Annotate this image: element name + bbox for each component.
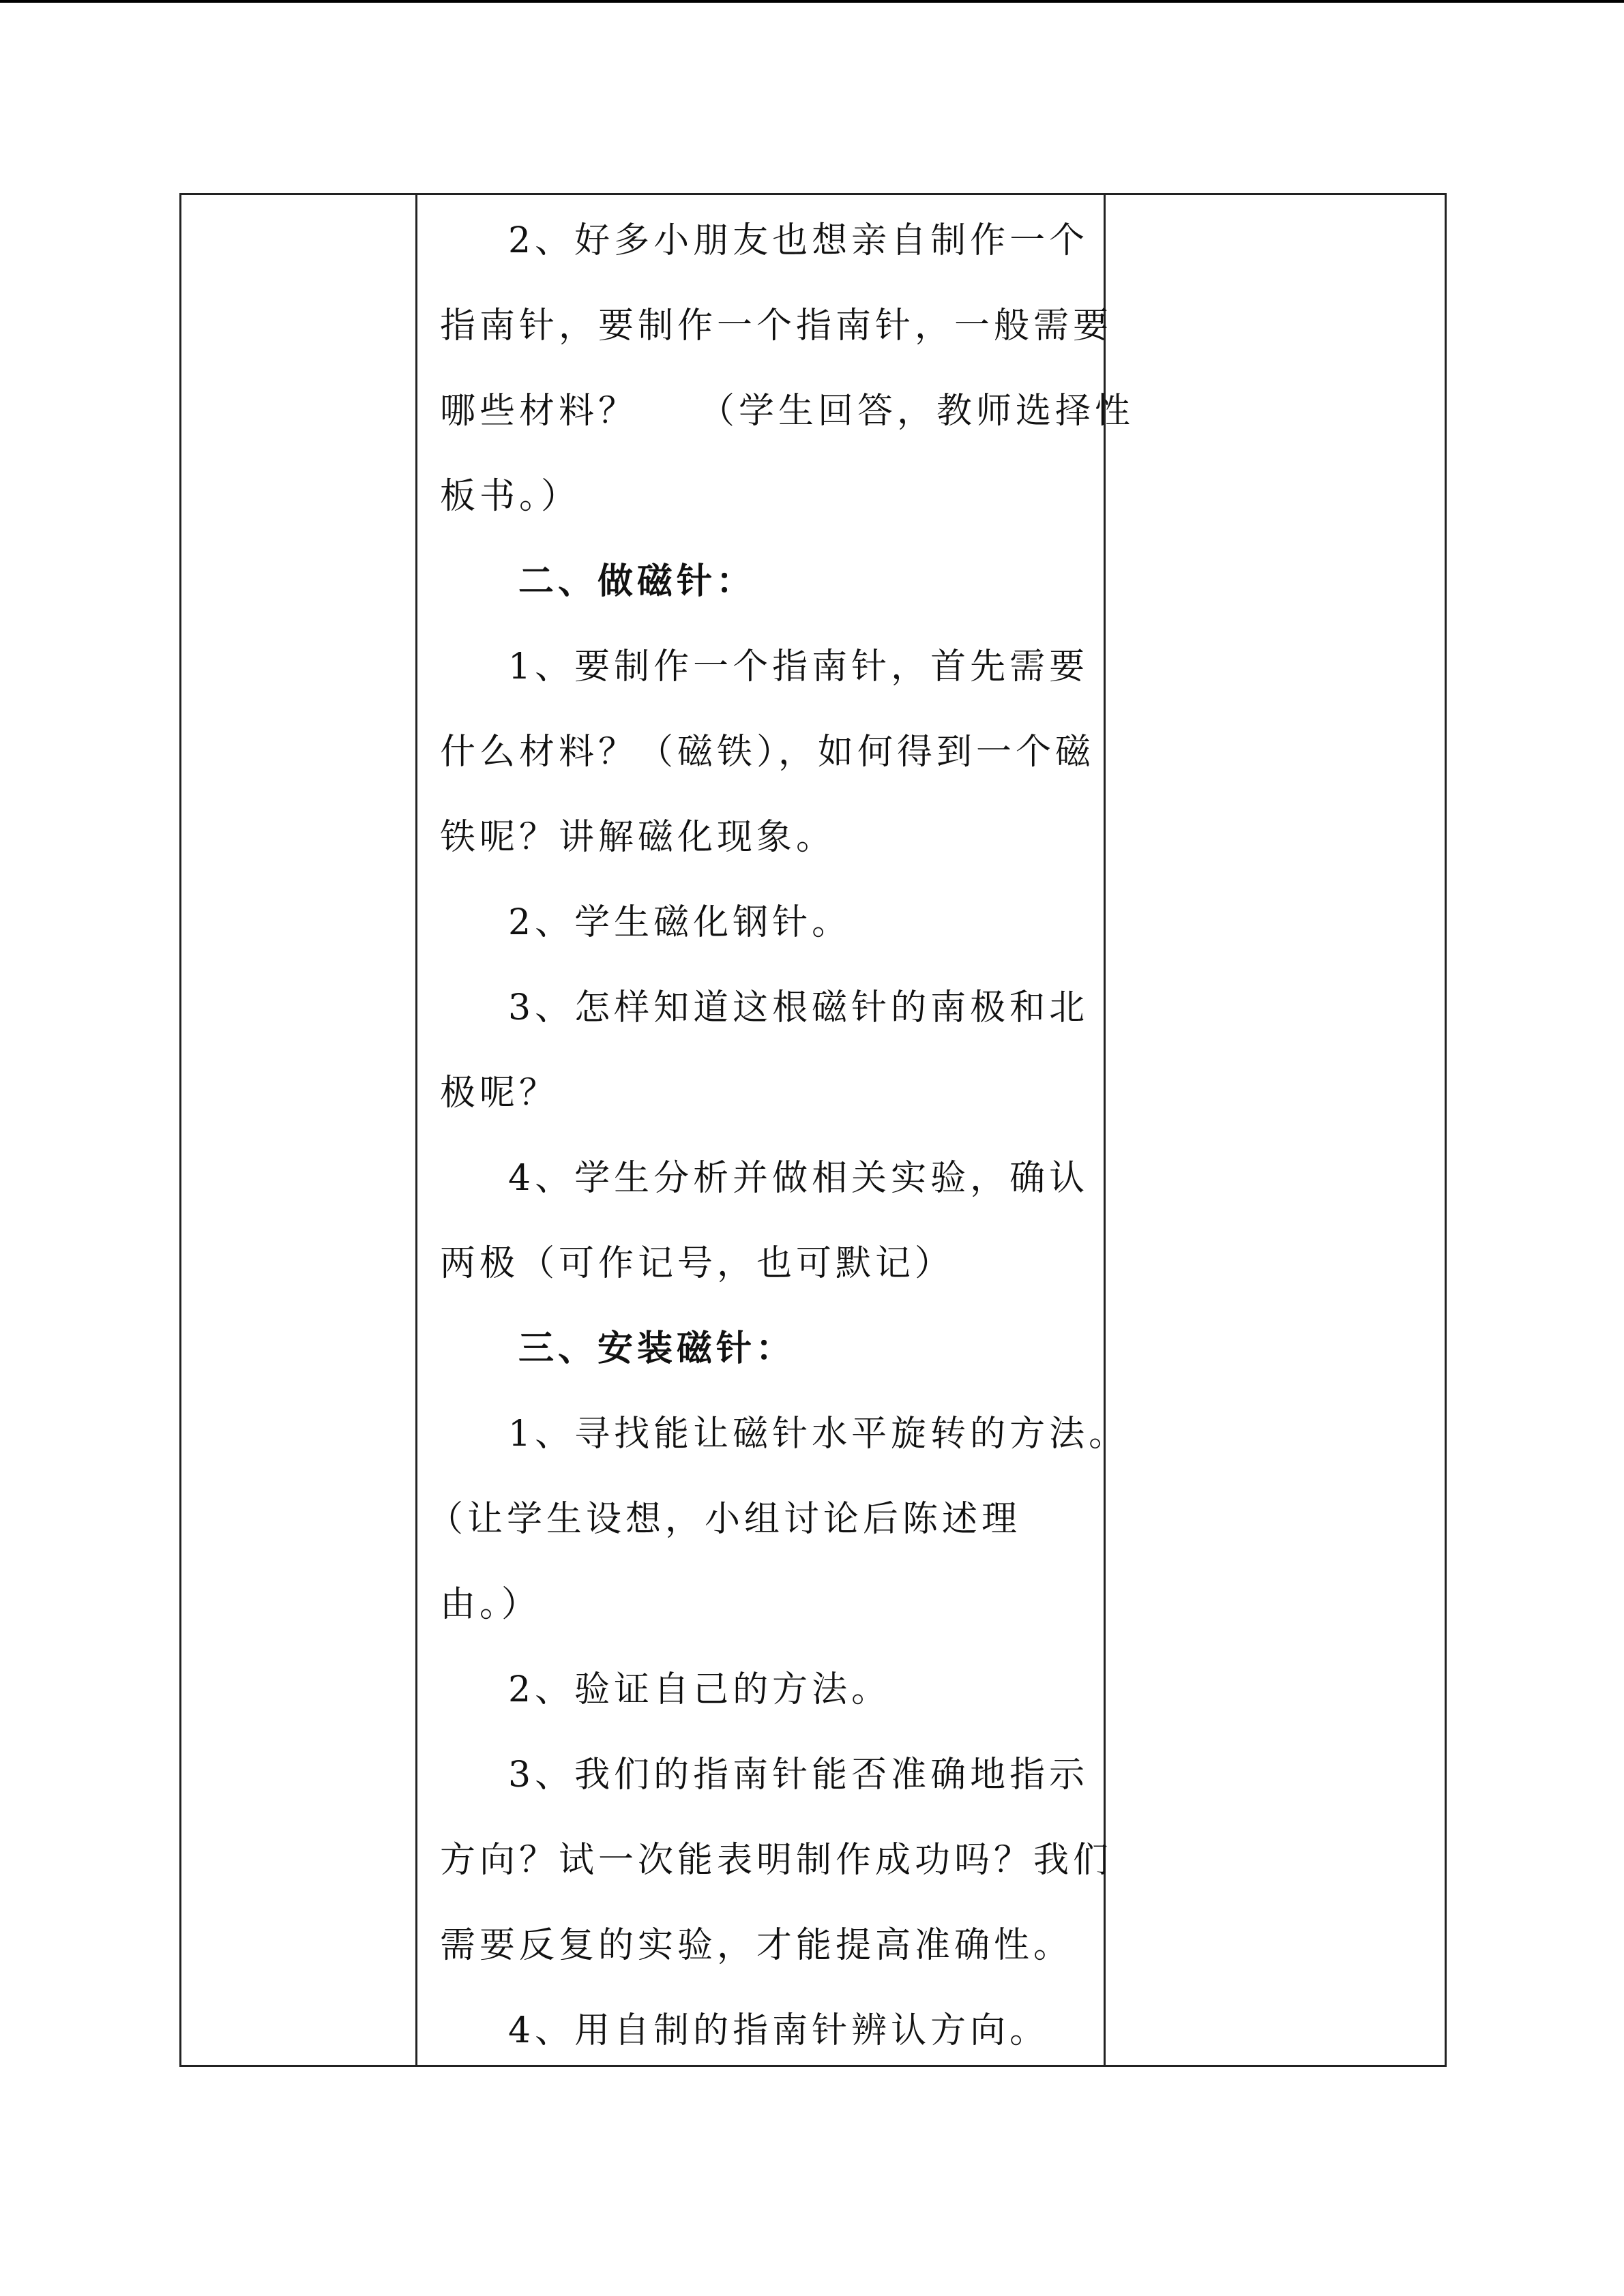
lesson-plan-table — [179, 193, 1447, 2067]
text-line: 2、学生磁化钢针。 — [508, 902, 852, 943]
text-line: 铁呢？讲解磁化现象。 — [440, 817, 836, 858]
text-line: （让学生设想，小组讨论后陈述理 — [428, 1499, 1022, 1540]
text-line: 2、验证自己的方法。 — [508, 1669, 891, 1710]
text-line: 由。） — [440, 1584, 542, 1625]
left-column-cell — [181, 195, 417, 2065]
text-line: 什么材料？（磁铁），如何得到一个磁 — [440, 732, 1095, 773]
text-line: 方向？试一次能表明制作成功吗？我们 — [440, 1840, 1113, 1881]
text-line: 4、学生分析并做相关实验，确认 — [508, 1158, 1089, 1199]
section-heading: 三、安装磁针： — [518, 1328, 796, 1369]
text-line: 极呢？ — [440, 1073, 559, 1114]
text-line: 2、好多小朋友也想亲自制作一个 — [508, 220, 1089, 261]
text-line: 1、寻找能让磁针水平旋转的方法。 — [508, 1414, 1129, 1455]
text-line: 3、我们的指南针能否准确地指示 — [508, 1755, 1089, 1795]
text-line: 哪些材料？ （学生回答，教师选择性 — [440, 391, 1135, 432]
section-heading: 二、做磁针： — [518, 561, 756, 602]
page-top-border — [0, 0, 1624, 3]
text-line: 两极（可作记号，也可默记） — [440, 1243, 955, 1284]
text-line: 需要反复的实验，才能提高准确性。 — [440, 1925, 1074, 1966]
right-column-cell — [1106, 195, 1445, 2065]
text-line: 板书。） — [440, 476, 581, 517]
text-line: 1、要制作一个指南针，首先需要 — [508, 646, 1089, 687]
text-line: 指南针，要制作一个指南针，一般需要 — [440, 305, 1113, 346]
teaching-process-cell — [417, 195, 1135, 2065]
text-line: 3、怎样知道这根磁针的南极和北 — [508, 987, 1089, 1028]
text-line: 4、用自制的指南针辨认方向。 — [508, 2010, 1050, 2051]
